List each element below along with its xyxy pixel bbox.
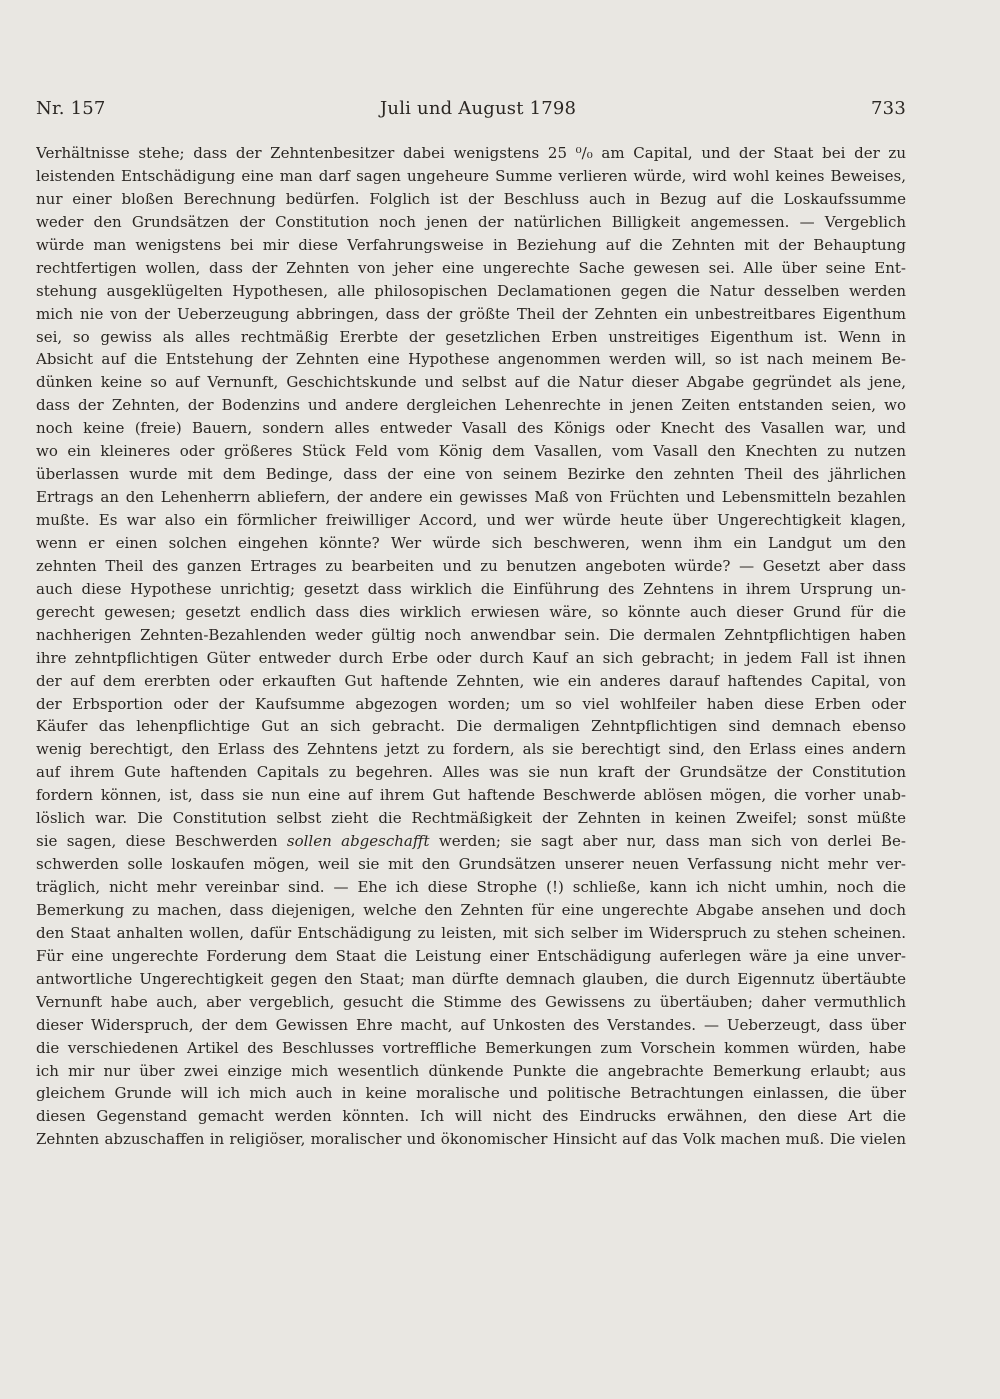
text-line: wenig berechtigt, den Erlass des Zehntens jetzt zu fordern, als sie berechtigt sind, den Erlass eines andern xyxy=(36,740,906,759)
text-line: dieser Widerspruch, der dem Gewissen Ehre macht, auf Unkosten des Verstandes. — Ueberzeugt, dass über xyxy=(36,1015,906,1034)
text-line: gerecht gewesen; gesetzt endlich dass dies wirklich erwiesen wäre, so könnte auch dieser Grund für die xyxy=(36,602,906,621)
text-line: rechtfertigen wollen, dass der Zehnten von jeher eine ungerechte Sache gewesen sei. Alle über seine Ent- xyxy=(36,258,906,277)
text-line: fordern können, ist, dass sie nun eine auf ihrem Gut haftende Beschwerde ablösen mögen, die vorher unab- xyxy=(36,786,906,805)
text-line: Zehnten abzuschaffen in religiöser, moralischer und ökonomischer Hinsicht auf das Volk machen muß. Die vielen xyxy=(36,1130,906,1149)
text-line: der auf dem ererbten oder erkauften Gut haftende Zehnten, wie ein anderes darauf haftendes Capital, von xyxy=(36,671,906,690)
text-line: würde man wenigstens bei mir diese Verfahrungsweise in Beziehung auf die Zehnten mit der Behauptung xyxy=(36,235,906,254)
text-line: wenn er einen solchen eingehen könnte? Wer würde sich beschweren, wenn ihm ein Landgut um den xyxy=(36,533,906,552)
body-text xyxy=(36,142,906,1151)
text-line: Verhältnisse stehe; dass der Zehntenbesitzer dabei wenigstens 25 ⁰/₀ am Capital, und der Staat bei der zu xyxy=(36,144,906,162)
issue-number: Nr. 157 xyxy=(36,98,106,119)
text-line: noch keine (freie) Bauern, sondern alles entweder Vasall des Königs oder Knecht des Vasallen war, und xyxy=(36,419,906,438)
issue-date: Juli und August 1798 xyxy=(380,98,577,119)
page-number: 733 xyxy=(871,98,906,119)
text-line: zehnten Theil des ganzen Ertrages zu bearbeiten und zu benutzen angeboten würde? — Gesetzt aber dass xyxy=(36,556,906,575)
text-line: ihre zehntpflichtigen Güter entweder durch Erbe oder durch Kauf an sich gebracht; in jedem Fall ist ihnen xyxy=(36,648,906,667)
page-header xyxy=(36,98,906,128)
text-line: dünken keine so auf Vernunft, Geschichtskunde und selbst auf die Natur dieser Abgabe gegründet als jene, xyxy=(36,373,906,392)
text-line: weder den Grundsätzen der Constitution noch jenen der natürlichen Billigkeit angemessen. — Vergeblich xyxy=(36,212,906,231)
text-line: nachherigen Zehnten-Bezahlenden weder gültig noch anwendbar sein. Die dermalen Zehntpflichtigen haben xyxy=(36,625,906,644)
text-line: löslich war. Die Constitution selbst zieht die Rechtmäßigkeit der Zehnten in keinen Zweifel; sonst müßte xyxy=(36,809,906,828)
text-line: träglich, nicht mehr vereinbar sind. — Ehe ich diese Strophe (!) schließe, kann ich nicht umhin, noch die xyxy=(36,878,906,896)
text-line: wo ein kleineres oder größeres Stück Feld vom König dem Vasallen, vom Vasall den Knechten zu nutzen xyxy=(36,442,906,461)
text-line: Bemerkung zu machen, dass diejenigen, welche den Zehnten für eine ungerechte Abgabe ansehen und doch xyxy=(36,900,906,919)
text-line: auch diese Hypothese unrichtig; gesetzt dass wirklich die Einführung des Zehntens in ihrem Ursprung un- xyxy=(36,579,906,598)
text-line: Für eine ungerechte Forderung dem Staat die Leistung einer Entschädigung auferlegen wäre ja eine unver- xyxy=(36,946,906,965)
text-line: Käufer das lehenpflichtige Gut an sich gebracht. Die dermaligen Zehntpflichtigen sind demnach ebenso xyxy=(36,717,906,736)
text-line: nur einer bloßen Berechnung bedürfen. Folglich ist der Beschluss auch in Bezug auf die Loskaufssumme xyxy=(36,189,906,208)
text-line: leistenden Entschädigung eine man darf sagen ungeheure Summe verlieren würde, wird wohl keines Beweises, xyxy=(36,166,906,185)
text-line: antwortliche Ungerechtigkeit gegen den Staat; man dürfte demnach glauben, die durch Eigennutz übertäubte xyxy=(36,969,906,988)
text-line: überlassen wurde mit dem Bedinge, dass der eine von seinem Bezirke den zehnten Theil des jährlichen xyxy=(36,465,906,484)
text-line: Absicht auf die Entstehung der Zehnten eine Hypothese angenommen werden will, so ist nach meinem Be- xyxy=(36,350,906,369)
text-line: auf ihrem Gute haftenden Capitals zu begehren. Alles was sie nun kraft der Grundsätze der Constitution xyxy=(36,763,906,782)
text-line: schwerden solle loskaufen mögen, weil sie mit den Grundsätzen unserer neuen Verfassung nicht mehr ver- xyxy=(36,855,906,874)
text-line: den Staat anhalten wollen, dafür Entschädigung zu leisten, mit sich selber im Widerspruch zu stehen scheinen. xyxy=(36,923,906,942)
text-line: Vernunft habe auch, aber vergeblich, gesucht die Stimme des Gewissens zu übertäuben; daher vermuthlich xyxy=(36,992,906,1011)
text-line: dass der Zehnten, der Bodenzins und andere dergleichen Lehenrechte in jenen Zeiten entstanden seien, wo xyxy=(36,396,906,415)
text-line: mich nie von der Ueberzeugung abbringen, dass der größte Theil der Zehnten ein unbestreitbares Eigenthum xyxy=(36,304,906,323)
text-line: sei, so gewiss als alles rechtmäßig Ererbte der gesetzlichen Erben unstreitiges Eigenthum ist. Wenn in xyxy=(36,327,906,346)
text-line-with-emphasis xyxy=(36,830,906,853)
emphasized-text: sollen abgeschafft xyxy=(286,832,430,851)
text-line: gleichem Grunde will ich mich auch in keine moralische und politische Betrachtungen einlassen, die über xyxy=(36,1084,906,1103)
text-line: stehung ausgeklügelten Hypothesen, alle philosopischen Declamationen gegen die Natur desselben werden xyxy=(36,281,906,300)
text-line: ich mir nur über zwei einzige mich wesentlich dünkende Punkte die angebrachte Bemerkung erlaubt; aus xyxy=(36,1061,906,1080)
text-line: diesen Gegenstand gemacht werden könnten. Ich will nicht des Eindrucks erwähnen, den diese Art die xyxy=(36,1107,906,1126)
text-line: mußte. Es war also ein förmlicher freiwilliger Accord, und wer würde heute über Ungerechtigkeit klagen, xyxy=(36,511,906,529)
text-line: die verschiedenen Artikel des Beschlusses vortreffliche Bemerkungen zum Vorschein kommen würden, habe xyxy=(36,1038,906,1057)
text-line: Ertrags an den Lehenherrn abliefern, der andere ein gewisses Maß von Früchten und Lebensmitteln bezahlen xyxy=(36,488,906,507)
text-segment: werden; sie sagt aber nur, dass man sich von derlei Be- xyxy=(429,832,906,851)
text-segment: sie sagen, diese Beschwerden xyxy=(36,832,287,851)
text-line: der Erbsportion oder der Kaufsumme abgezogen worden; um so viel wohlfeiler haben diese Erben oder xyxy=(36,694,906,713)
